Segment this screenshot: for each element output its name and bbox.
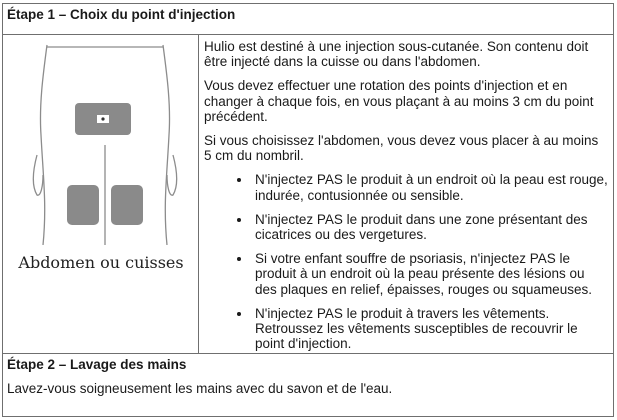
body-injection-diagram [3,35,199,245]
warnings-list [204,172,609,351]
left-thigh-injection-zone [67,185,99,225]
paragraph-abdomen-distance: Si vous choisissez l'abdomen, vous devez vous placer à au moins 5 cm du nombril. [204,133,599,164]
list-item: • N'injectez PAS le produit à travers les vêtements. Retroussez les vêtements susceptibles de recouvrir le point d'injection. [252,306,609,352]
step1-content-row [3,35,613,354]
paragraph-rotation: Vous devez effectuer une rotation des points d'injection et en changer à chaque fois, en vous plaçant à au moins 3 cm du point précédent. [204,78,594,124]
torso-left-outline [40,45,47,245]
paragraph-subcutaneous: Hulio est destiné à une injection sous-cutanée. Son contenu doit être injecté dans la cuisse ou dans l'abdomen. [204,39,589,70]
list-item: • N'injectez PAS le produit dans une zone présentant des cicatrices ou des vergetures. [252,212,609,242]
navel-dot [101,117,104,120]
step1-header-row [3,4,613,35]
right-hand-outline [167,155,177,195]
step1-text-cell [199,35,613,353]
step2-text: Lavez-vous soigneusement les mains avec du savon et de l'eau. [7,381,393,396]
left-hand-outline [33,155,43,195]
right-thigh-injection-zone [111,185,143,225]
step2-row [3,354,613,416]
instruction-table [2,3,614,417]
torso-right-outline [163,45,170,245]
list-item: • N'injectez PAS le produit à un endroit où la peau est rouge, indurée, contusionnée ou sensible. [252,172,609,202]
step1-title: Étape 1 – Choix du point d'injection [7,7,236,22]
step2-title: Étape 2 – Lavage des mains [7,357,187,372]
list-item: • Si votre enfant souffre de psoriasis, n'injectez PAS le produit à un endroit où la peau présente des lésions ou des plaques en relief, épaisses, rouges ou squameuses. [252,251,609,297]
figure-caption: Abdomen ou cuisses [18,253,184,272]
injection-site-figure-cell [3,35,199,353]
